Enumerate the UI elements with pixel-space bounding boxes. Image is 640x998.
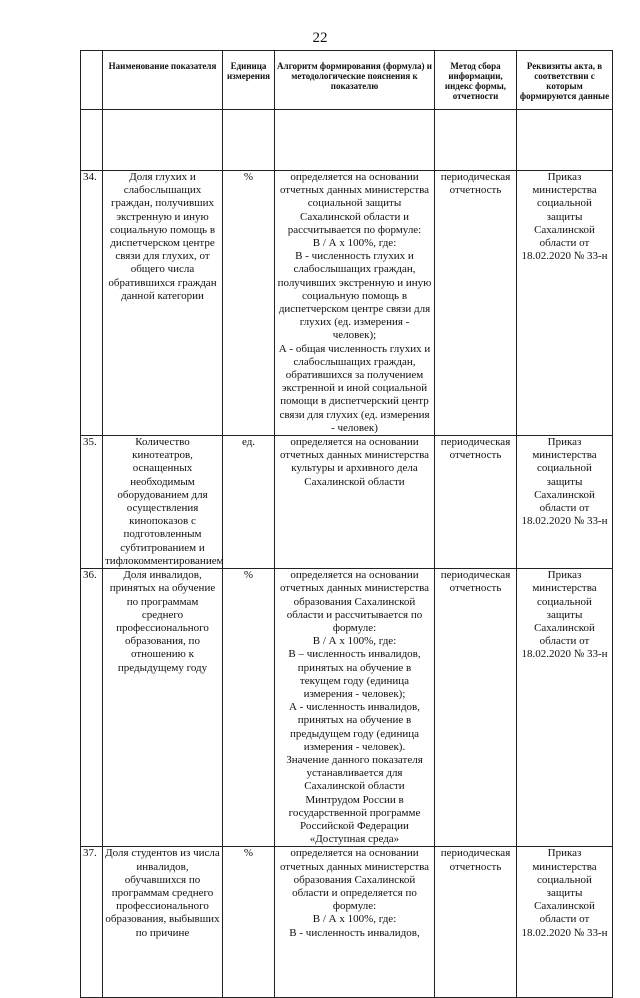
- requisites-cell: Приказ министерства социальной защиты Сахалинской области от 18.02.2020 № 33-н: [517, 847, 613, 998]
- indicators-table: [80, 50, 613, 998]
- algorithm-line: В / А х 100%, где:: [312, 913, 397, 926]
- indicator-name: Доля студентов из числа инвалидов, обучавшихся по программам среднего профессионального образования, выбывших по причине: [103, 847, 223, 998]
- algorithm-line: В / А х 100%, где:: [312, 237, 397, 250]
- algorithm-cell: [275, 847, 435, 998]
- algorithm-line: А - общая численность глухих и слабослышащих граждан, обратившихся за получением экстренной и иной социальной помощи в диспетчерский центр связи для глухих (ед. измерения - человек): [278, 342, 431, 434]
- algorithm-line: В - численность глухих и слабослышащих граждан, получивших экстренную и иную социальную помощь в диспетчерском центре связи для глухих (ед. измерения - человек);: [277, 250, 432, 342]
- algorithm-line: определяется на основании отчетных данных министерства образования Сахалинской области и определяется по формуле:: [279, 847, 430, 913]
- algorithm-line: определяется на основании отчетных данных министерства культуры и архивного дела Сахалинской области: [279, 436, 430, 488]
- algorithm-line: В / А х 100%, где:: [312, 635, 397, 648]
- indicator-name: Количество кинотеатров, оснащенных необходимым оборудованием для осуществления кинопоказов с подготовленным субтитрованием и тифлокомментированием: [103, 436, 223, 569]
- algorithm-line: В – численность инвалидов, принятых на обучение в текущем году (единица измерения - человек);: [288, 648, 421, 700]
- header-num: [81, 51, 103, 110]
- method-cell: периодическая отчетность: [435, 171, 517, 436]
- table-row: [81, 436, 613, 569]
- algorithm-cell: [275, 171, 435, 436]
- row-number: 35.: [81, 436, 103, 569]
- table-spacer-row: [81, 110, 613, 171]
- algorithm-line: определяется на основании отчетных данных министерства социальной защиты Сахалинской области и рассчитывается по формуле:: [279, 171, 430, 236]
- algorithm-cell: [275, 436, 435, 569]
- row-number: 37.: [81, 847, 103, 998]
- method-cell: периодическая отчетность: [435, 569, 517, 847]
- requisites-cell: Приказ министерства социальной защиты Сахалинской области от 18.02.2020 № 33-н: [517, 171, 613, 436]
- algorithm-line: В - численность инвалидов,: [289, 926, 420, 939]
- requisites-cell: Приказ министерства социальной защиты Сахалинской области от 18.02.2020 № 33-н: [517, 569, 613, 847]
- header-algorithm: Алгоритм формирования (формула) и методологические пояснения к показателю: [275, 51, 435, 110]
- algorithm-line: определяется на основании отчетных данных министерства образования Сахалинской области и рассчитывается по формуле:: [279, 569, 430, 634]
- unit-cell: %: [223, 171, 275, 436]
- header-requisites: Реквизиты акта, в соответствии с которым формируются данные: [517, 51, 613, 110]
- header-name: Наименование показателя: [103, 51, 223, 110]
- unit-cell: ед.: [223, 436, 275, 569]
- algorithm-line: А - численность инвалидов, принятых на обучение в предыдущем году (единица измерения - человек).: [288, 701, 420, 753]
- table-header-row: [81, 51, 613, 110]
- header-method: Метод сбора информации, индекс формы, отчетности: [435, 51, 517, 110]
- unit-cell: %: [223, 569, 275, 847]
- row-number: 34.: [81, 171, 103, 436]
- requisites-cell: Приказ министерства социальной защиты Сахалинской области от 18.02.2020 № 33-н: [517, 436, 613, 569]
- indicator-name: Доля глухих и слабослышащих граждан, получивших экстренную и иную социальную помощь в диспетчерском центре связи для глухих, от общего числа обратившихся граждан данной категории: [103, 171, 223, 436]
- algorithm-line: Значение данного показателя устанавливается для Сахалинской области Минтрудом России в государственной программе Российской Федерации «Доступная среда»: [286, 753, 423, 846]
- page-number: 22: [312, 30, 328, 46]
- table-row: [81, 847, 613, 998]
- table-row: [81, 569, 613, 847]
- row-number: 36.: [81, 569, 103, 847]
- algorithm-cell: [275, 569, 435, 847]
- header-unit: Единица измерения: [223, 51, 275, 110]
- unit-cell: %: [223, 847, 275, 998]
- table-row: [81, 171, 613, 436]
- method-cell: периодическая отчетность: [435, 847, 517, 998]
- indicator-name: Доля инвалидов, принятых на обучение по программам среднего профессионального образования, по отношению к предыдущему году: [103, 569, 223, 847]
- method-cell: периодическая отчетность: [435, 436, 517, 569]
